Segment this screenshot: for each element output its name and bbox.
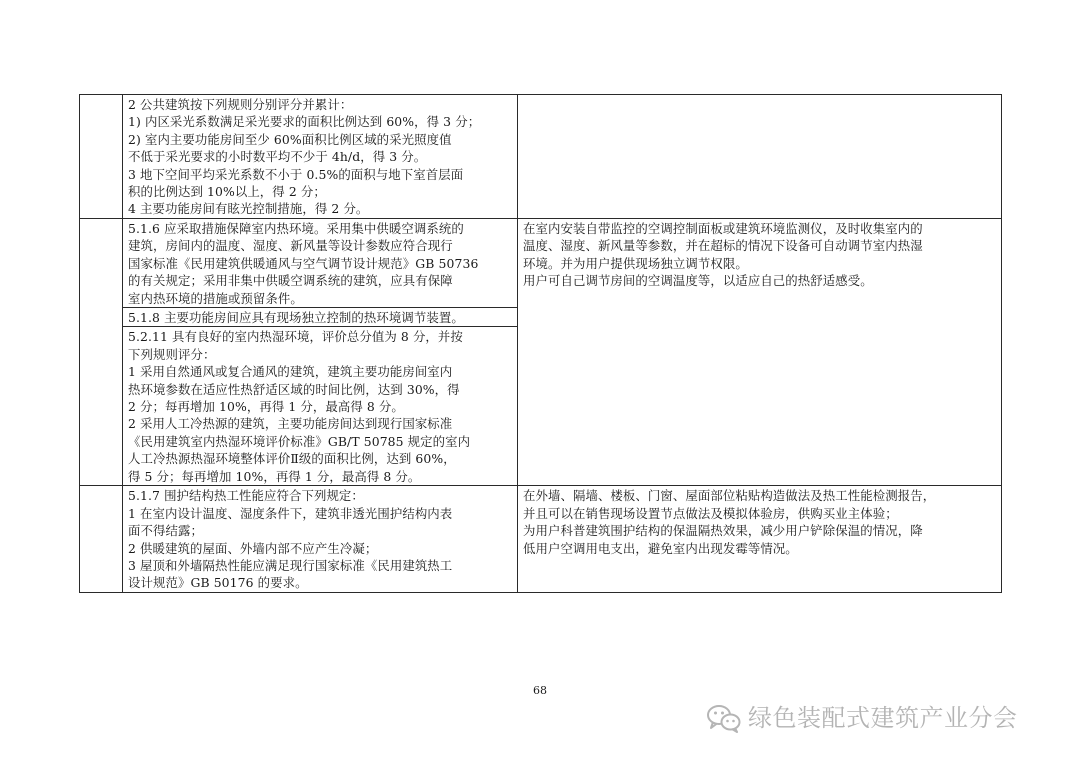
- text-line: 5.1.7 围护结构热工性能应符合下列规定：: [128, 488, 364, 504]
- text-line: 下列规则评分：: [128, 346, 216, 362]
- table-cell-left: [80, 95, 123, 219]
- table-cell-requirement: [123, 327, 518, 486]
- text-line: 2 分；每再增加 10%，再得 1 分，最高得 8 分。: [128, 399, 404, 415]
- text-line: 的有关规定；采用非集中供暖空调系统的建筑，应具有保障: [128, 273, 453, 289]
- text-line: 建筑，房间内的温度、湿度、新风量等设计参数应符合现行: [128, 238, 453, 254]
- text-line: 热环境参数在适应性热舒适区域的时间比例，达到 30%，得: [128, 381, 460, 397]
- text-line: 环境。并为用户提供现场独立调节权限。: [523, 255, 748, 271]
- text-line: 人工冷热源热湿环境整体评价Ⅱ级的面积比例，达到 60%，: [128, 451, 456, 467]
- table-cell-left: [80, 219, 123, 486]
- text-line: 2 供暖建筑的屋面、外墙内部不应产生冷凝；: [128, 540, 378, 556]
- text-line: 得 5 分；每再增加 10%，再得 1 分，最高得 8 分。: [128, 468, 421, 484]
- text-line: 为用户科普建筑围护结构的保温隔热效果，减少用户铲除保温的情况，降: [523, 523, 923, 539]
- table-row: [80, 219, 1002, 308]
- watermark-text: 绿色装配式建筑产业分会: [748, 704, 1018, 732]
- text-line: 设计规范》GB 50176 的要求。: [128, 575, 308, 591]
- requirement-text: [123, 219, 517, 307]
- requirement-text: [123, 95, 517, 218]
- table-cell-requirement: [123, 219, 518, 308]
- table-cell-requirement: [123, 308, 518, 327]
- table-cell-measure: [518, 486, 1002, 592]
- table-cell-requirement: [123, 486, 518, 592]
- text-line: 低用户空调用电支出，避免室内出现发霉等情况。: [523, 540, 798, 556]
- text-line: 用户可自己调节房间的空调温度等，以适应自己的热舒适感受。: [523, 273, 873, 289]
- text-line: 4 主要功能房间有眩光控制措施，得 2 分。: [128, 201, 369, 217]
- measure-text: [518, 219, 1001, 290]
- text-line: 2 公共建筑按下列规则分别评分并累计：: [128, 97, 353, 112]
- text-line: 室内热环境的措施或预留条件。: [128, 290, 303, 306]
- text-line: 2 采用人工冷热源的建筑，主要功能房间达到现行国家标准: [128, 416, 453, 432]
- requirement-text: [123, 486, 517, 591]
- text-line: 《民用建筑室内热湿环境评价标准》GB/T 50785 规定的室内: [128, 433, 471, 449]
- text-line: 2) 室内主要功能房间至少 60%面积比例区域的采光照度值: [128, 131, 452, 147]
- text-line: 在外墙、隔墙、楼板、门窗、屋面部位粘贴构造做法及热工性能检测报告，: [523, 488, 936, 504]
- table-cell-left: [80, 486, 123, 592]
- text-line: 国家标准《民用建筑供暖通风与空气调节设计规范》GB 50736: [128, 255, 479, 271]
- text-line: 5.1.6 应采取措施保障室内热环境。采用集中供暖空调系统的: [128, 221, 464, 236]
- text-line: 并且可以在销售现场设置节点做法及模拟体验房，供购买业主体验；: [523, 505, 898, 521]
- page-number: 68: [533, 684, 547, 697]
- wechat-icon: [706, 703, 742, 733]
- text-line: 5.1.8 主要功能房间应具有现场独立控制的热环境调节装置。: [128, 310, 464, 326]
- text-line: 3 屋顶和外墙隔热性能应满足现行国家标准《民用建筑热工: [128, 558, 453, 574]
- text-line: 温度、湿度、新风量等参数，并在超标的情况下设备可自动调节室内热湿: [523, 238, 923, 254]
- requirement-text: [123, 308, 517, 326]
- text-line: 3 地下空间平均采光系数不小于 0.5%的面积与地下室首层面: [128, 166, 464, 182]
- standards-table: [79, 94, 1002, 593]
- text-line: 5.2.11 具有良好的室内热湿环境，评价总分值为 8 分，并按: [128, 329, 463, 345]
- measure-text: [518, 486, 1001, 557]
- text-line: 积的比例达到 10%以上，得 2 分；: [128, 184, 326, 200]
- watermark: [706, 700, 1018, 736]
- text-line: 在室内安装自带监控的空调控制面板或建筑环境监测仪，及时收集室内的: [523, 221, 923, 236]
- table-row: [80, 95, 1002, 219]
- table-cell-requirement: [123, 95, 518, 219]
- table-cell-measure: [518, 219, 1002, 486]
- table-row: [80, 486, 1002, 592]
- text-line: 1) 内区采光系数满足采光要求的面积比例达到 60%，得 3 分；: [128, 114, 481, 130]
- requirement-text: [123, 327, 517, 485]
- text-line: 1 采用自然通风或复合通风的建筑，建筑主要功能房间室内: [128, 364, 453, 380]
- text-line: 面不得结露；: [128, 523, 203, 539]
- text-line: 1 在室内设计温度、湿度条件下，建筑非透光围护结构内表: [128, 505, 453, 521]
- table-cell-measure: [518, 95, 1002, 219]
- text-line: 不低于采光要求的小时数平均不少于 4h/d，得 3 分。: [128, 149, 427, 165]
